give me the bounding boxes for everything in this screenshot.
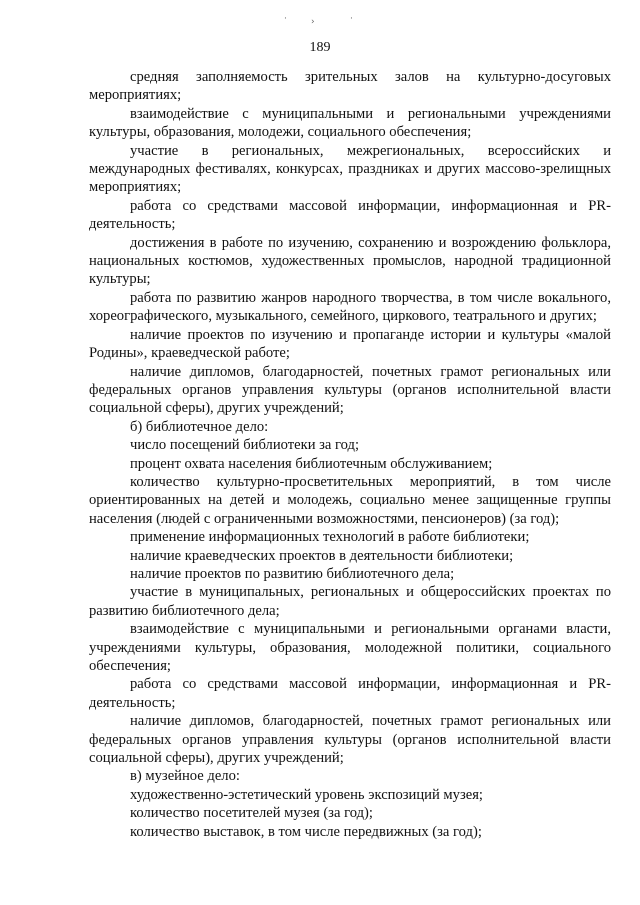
paragraph: в) музейное дело: [130, 768, 240, 785]
paragraph: наличие дипломов, благодарностей, почетных грамот региональных или федеральных органов управления культуры (органов исполнительной власти социальной сферы), других учреждений; [89, 363, 611, 417]
paragraph: наличие краеведческих проектов в деятельности библиотеки; [130, 547, 514, 564]
paragraph: б) библиотечное дело: [130, 418, 269, 435]
paragraph: процент охвата населения библиотечным обслуживанием; [130, 455, 493, 472]
paragraph: достижения в работе по изучению, сохранению и возрождению фольклора, национальных костюмов, художественных промыслов, народной традиционной культуры; [89, 234, 611, 288]
paragraph: количество выставок, в том числе передвижных (за год); [130, 823, 482, 840]
paragraph: применение информационных технологий в работе библиотеки; [130, 529, 530, 546]
paragraph: участие в муниципальных, региональных и общероссийских проектах по развитию библиотечного дела; [89, 584, 611, 619]
document-body [89, 68, 611, 841]
scan-speck: · [350, 14, 353, 24]
paragraph: работа по развитию жанров народного творчества, в том числе вокального, хореографического, музыкального, семейного, циркового, театрального и других; [89, 289, 611, 325]
paragraph: взаимодействие с муниципальными и региональными учреждениями культуры, образования, молодежи, социального обеспечения; [89, 105, 611, 141]
paragraph: количество посетителей музея (за год); [130, 805, 373, 822]
paragraph: работа со средствами массовой информации, информационная и PR-деятельность; [89, 676, 611, 711]
paragraph: художественно-эстетический уровень экспозиций музея; [130, 786, 483, 803]
paragraph: средняя заполняемость зрительных залов на культурно-досуговых мероприятиях; [89, 69, 611, 104]
paragraph: наличие проектов по развитию библиотечного дела; [130, 565, 455, 582]
scan-speck: › [311, 17, 315, 27]
paragraph: число посещений библиотеки за год; [130, 437, 360, 454]
paragraph: наличие проектов по изучению и пропаганде истории и культуры «малой Родины», краеведческой работе; [89, 326, 611, 362]
paragraph: взаимодействие с муниципальными и региональными органами власти, учреждениями культуры, образования, молодежной политики, социального обеспечения; [89, 621, 611, 674]
scan-speck: · [284, 14, 287, 24]
paragraph: работа со средствами массовой информации, информационная и PR-деятельность; [89, 197, 611, 233]
page-number: 189 [309, 40, 331, 55]
paragraph: наличие дипломов, благодарностей, почетных грамот региональных или федеральных органов управления культуры (органов исполнительной власти социальной сферы), других учреждений; [89, 713, 611, 767]
paragraph: количество культурно-просветительных мероприятий, в том числе ориентированных на детей и молодежь, социально менее защищенные группы населения (людей с ограниченными возможностями, пенсионеров) (за год); [89, 473, 611, 527]
paragraph: участие в региональных, межрегиональных, всероссийских и международных фестивалях, конкурсах, праздниках и других массово-зрелищных мероприятиях; [89, 142, 611, 196]
